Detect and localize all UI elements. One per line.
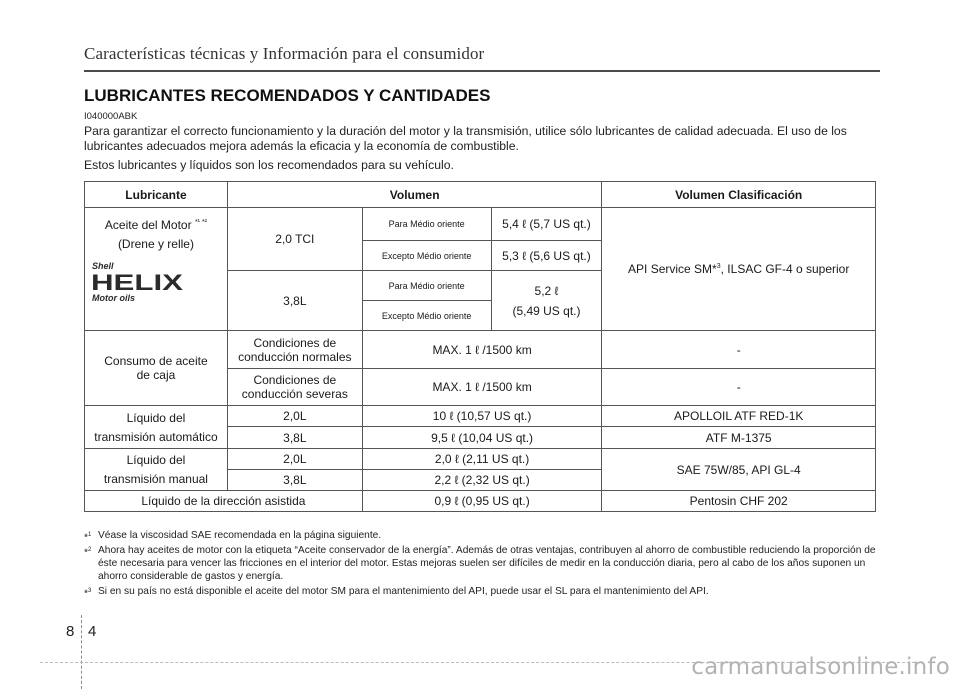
v38-volume: [491, 271, 602, 331]
document-code: I040000ABK: [84, 111, 138, 122]
manual-trans-volume-1: 2,0 ℓ (2,11 US qt.): [362, 449, 602, 470]
shell-helix-logo: [88, 259, 188, 303]
auto-trans-engine-2: 3,8L: [227, 427, 362, 449]
v38-region-2: Excepto Médio oriente: [362, 301, 491, 331]
engine-oil-cell: [85, 208, 228, 331]
header-lubricant: Lubricante: [85, 182, 228, 208]
table-header-row: [85, 182, 876, 208]
footnote-2: [84, 544, 878, 583]
table-row: [85, 208, 876, 241]
classification-rest: , ILSAC GF-4 o superior: [720, 262, 850, 276]
tci-volume-2: 5,3 ℓ (5,6 US qt.): [491, 241, 602, 271]
gearbox-normal-cell: [227, 331, 362, 369]
manual-trans-volume-2: 2,2 ℓ (2,32 US qt.): [362, 470, 602, 491]
intro-paragraph-1: Para garantizar el correcto funcionamiento y la duración del motor y la transmisión, utilice sólo lubricantes de calidad adecuada. El uso de los lubricantes adecuados mejora además la eficacia y la economía de combustible.: [84, 124, 847, 153]
gearbox-label-1: Consumo de aceite: [104, 354, 208, 368]
table-row: [85, 491, 876, 512]
logo-brand-text: Shell: [92, 261, 114, 271]
gearbox-normal-line-1: Condiciones de: [253, 335, 337, 350]
footnote-3: [84, 585, 878, 598]
auto-trans-label-cell: [85, 406, 228, 449]
gearbox-label-2: de caja: [136, 368, 176, 382]
footnote-text-1: Véase la viscosidad SAE recomendada en la página siguiente.: [98, 530, 382, 541]
lubricants-table: [84, 181, 876, 512]
engine-oil-label: Aceite del Motor: [104, 218, 192, 232]
table-row: [85, 406, 876, 427]
auto-trans-label-2: transmisión automático: [94, 429, 218, 444]
footnotes: [84, 529, 878, 600]
manual-trans-label-cell: [85, 449, 228, 491]
watermark-text: carmanualsonline.info: [691, 654, 950, 680]
tci-region-1: Para Médio oriente: [362, 208, 491, 241]
auto-trans-engine-1: 2,0L: [227, 406, 362, 427]
gearbox-severe-volume: MAX. 1 ℓ /1500 km: [362, 369, 602, 406]
footnote-mark-2: *$^2$: [84, 547, 92, 559]
engine-oil-classification: [602, 208, 876, 331]
footnote-mark-1: *$^1$: [84, 532, 92, 544]
steering-class: Pentosin CHF 202: [602, 491, 876, 512]
header-volume: Volumen: [227, 182, 601, 208]
v38-region-1: Para Médio oriente: [362, 271, 491, 301]
auto-trans-volume-2: 9,5 ℓ (10,04 US qt.): [362, 427, 602, 449]
gearbox-normal-line-2: conducción normales: [238, 349, 352, 364]
footnote-text-3: Si en su país no está disponible el aceite del motor SM para el mantenimiento del API, puede usar el SL para el mantenimiento del API.: [98, 586, 709, 597]
classification-main: API Service SM*: [628, 262, 717, 276]
steering-label: Líquido de la dirección asistida: [85, 491, 363, 512]
intro-text: [84, 124, 884, 173]
gearbox-normal-class: -: [602, 331, 876, 369]
logo-product-text: HELIX: [91, 270, 184, 295]
gearbox-severe-line-2: conducción severas: [241, 387, 348, 401]
v38-engine: 3,8L: [227, 271, 362, 331]
section-title: LUBRICANTES RECOMENDADOS Y CANTIDADES: [84, 86, 491, 105]
page-number: 4: [88, 623, 97, 640]
manual-trans-engine-1: 2,0L: [227, 449, 362, 470]
footnote-text-2: Ahora hay aceites de motor con la etiqueta “Aceite conservador de la energía”. Además de otras ventajas, contribuyen al ahorro de combustible reduciendo la proporción de éste necesaria para vencer las fricciones en el interior del motor. Estas mejoras suelen ser difíciles de medir en la conducción diaria, pero al cabo de los años suponen un ahorro considerable de gastos y energía.: [98, 545, 876, 582]
manual-trans-label-1: Líquido del: [126, 453, 186, 467]
table-row: [85, 331, 876, 369]
manual-trans-engine-2: 3,8L: [227, 470, 362, 491]
auto-trans-class-2: ATF M-1375: [602, 427, 876, 449]
v38-volume-line-1: 5,2 ℓ: [534, 283, 559, 298]
footnote-1: [84, 529, 878, 542]
tci-region-2: Excepto Médio oriente: [362, 241, 491, 271]
gearbox-severe-class: -: [602, 369, 876, 406]
header-title: Características técnicas y Información para el consumidor: [84, 44, 485, 63]
auto-trans-label-1: Líquido del: [126, 410, 186, 425]
gearbox-normal-volume: MAX. 1 ℓ /1500 km: [362, 331, 602, 369]
manual-trans-label-2: transmisión manual: [103, 472, 208, 486]
v38-volume-line-2: (5,49 US qt.): [512, 303, 581, 318]
auto-trans-class-1: APOLLOIL ATF RED-1K: [602, 406, 876, 427]
footer-divider: [81, 615, 83, 689]
intro-paragraph-2: Estos lubricantes y líquidos son los recomendados para su vehículo.: [84, 158, 454, 172]
tci-volume-1: 5,4 ℓ (5,7 US qt.): [491, 208, 602, 241]
auto-trans-volume-1: 10 ℓ (10,57 US qt.): [362, 406, 602, 427]
tci-engine: 2,0 TCI: [227, 208, 362, 271]
gearbox-severe-cell: [227, 369, 362, 406]
table-row: [85, 449, 876, 470]
header-classification: Volumen Clasificación: [602, 182, 876, 208]
engine-oil-sublabel: (Drene y relle): [117, 237, 194, 251]
steering-volume: 0,9 ℓ (0,95 US qt.): [362, 491, 602, 512]
page-section-number: 8: [66, 623, 75, 640]
gearbox-severe-line-1: Condiciones de: [253, 373, 337, 387]
logo-tagline-text: Motor oils: [92, 293, 135, 303]
header-divider: [84, 70, 880, 72]
footnote-mark-3: *$^3$: [84, 588, 92, 600]
gearbox-label-cell: [85, 331, 228, 406]
manual-trans-class: SAE 75W/85, API GL-4: [602, 449, 876, 491]
classification-mark: 3: [716, 263, 721, 270]
engine-oil-marks: *¹ *²: [194, 219, 208, 226]
